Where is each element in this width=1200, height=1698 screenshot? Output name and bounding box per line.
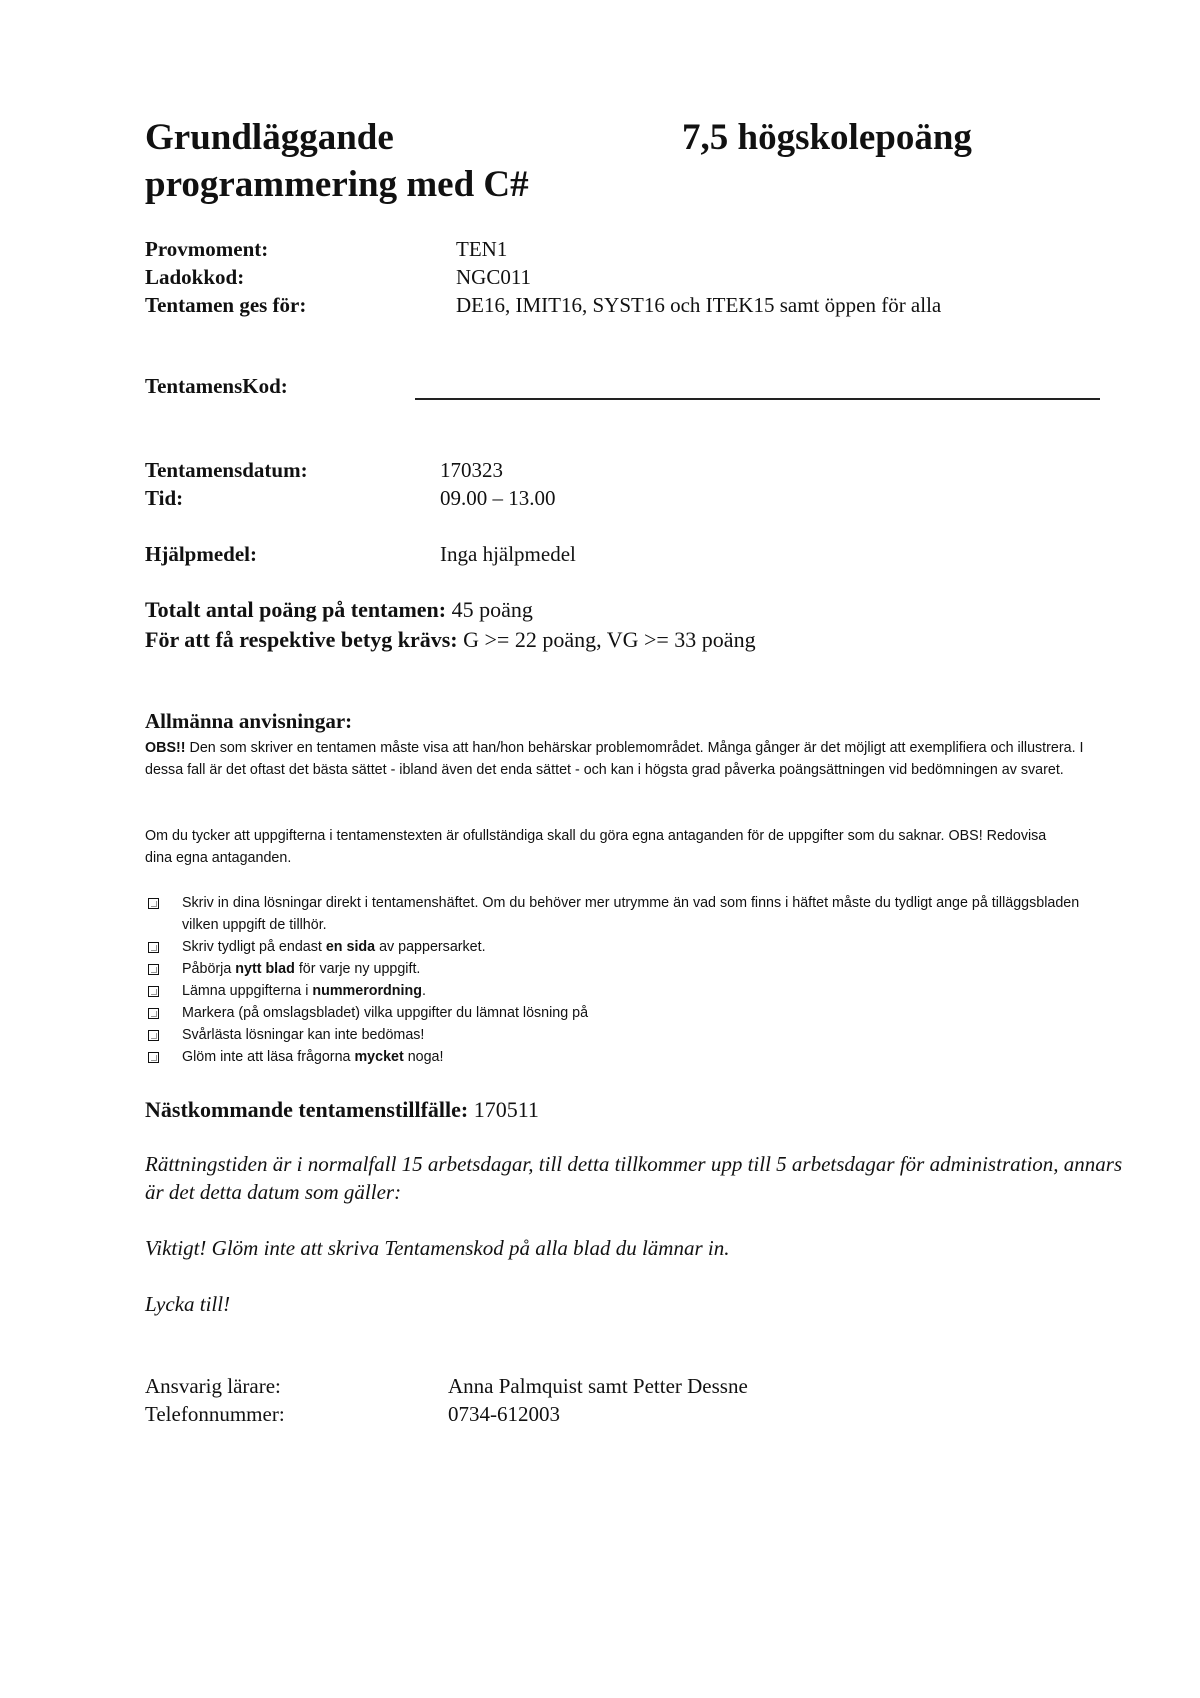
- checkbox-icon: [148, 898, 159, 909]
- teacher-label: Ansvarig lärare:: [145, 1374, 281, 1398]
- instructions-paragraph-2: Om du tycker att uppgifterna i tentamenstexten är ofullständiga skall du göra egna antaganden för de uppgifter som du saknar. OBS! Redovisa dina egna antaganden.: [145, 828, 1047, 866]
- ges-for-value: DE16, IMIT16, SYST16 och ITEK15 samt öppen för alla: [456, 293, 942, 317]
- instructions-heading: Allmänna anvisningar:: [145, 709, 353, 733]
- checkbox-icon: [148, 1030, 159, 1041]
- next-exam-value: 170511: [473, 1097, 539, 1122]
- next-exam-line: [145, 1097, 539, 1123]
- tentamenskod-label: TentamensKod:: [145, 374, 288, 398]
- checkbox-icon: [148, 964, 159, 975]
- grade-requirement-label: För att få respektive betyg krävs:: [145, 627, 458, 652]
- hjalpmedel-label: Hjälpmedel:: [145, 542, 257, 566]
- grade-requirement-line: [145, 627, 756, 653]
- ges-for-label: Tentamen ges för:: [145, 293, 307, 317]
- course-title-line2: programmering med C#: [145, 164, 529, 205]
- tid-label: Tid:: [145, 486, 184, 510]
- tid-value: 09.00 – 13.00: [440, 486, 556, 510]
- tentamenskod-field-line[interactable]: [415, 398, 1100, 400]
- checklist-item: Svårlästa lösningar kan inte bedömas!: [145, 1024, 1105, 1046]
- good-luck: Lycka till!: [145, 1292, 231, 1316]
- checklist-item: Påbörja nytt blad för varje ny uppgift.: [145, 958, 1105, 980]
- instructions-checklist: [145, 892, 1105, 1068]
- provmoment-label: Provmoment:: [145, 237, 269, 261]
- grading-time-line2: är det detta datum som gäller:: [145, 1180, 402, 1204]
- checklist-item: Skriv tydligt på endast en sida av pappersarket.: [145, 936, 1105, 958]
- ladokkod-label: Ladokkod:: [145, 265, 245, 289]
- total-points-label: Totalt antal poäng på tentamen:: [145, 597, 447, 622]
- checkbox-icon: [148, 1052, 159, 1063]
- total-points-value: 45 poäng: [451, 597, 533, 622]
- course-title-line1: Grundläggande: [145, 117, 394, 158]
- teacher-value: Anna Palmquist samt Petter Dessne: [448, 1374, 748, 1398]
- total-points-line: [145, 597, 533, 623]
- obs-bold: OBS!!: [145, 740, 186, 756]
- grading-time-line1: Rättningstiden är i normalfall 15 arbetsdagar, till detta tillkommer upp till 5 arbetsdagar för administration, annars: [145, 1152, 1123, 1176]
- datum-value: 170323: [440, 458, 503, 482]
- course-credits: 7,5 högskolepoäng: [682, 117, 972, 158]
- phone-value: 0734-612003: [448, 1402, 560, 1426]
- checkbox-icon: [148, 1008, 159, 1019]
- checklist-item: Markera (på omslagsbladet) vilka uppgifter du lämnat lösning på: [145, 1002, 1105, 1024]
- checkbox-icon: [148, 942, 159, 953]
- datum-label: Tentamensdatum:: [145, 458, 308, 482]
- phone-label: Telefonnummer:: [145, 1402, 285, 1426]
- ladokkod-value: NGC011: [456, 265, 532, 289]
- instructions-paragraph-1: [145, 737, 1100, 781]
- provmoment-value: TEN1: [456, 237, 508, 261]
- grade-requirement-value: G >= 22 poäng, VG >= 33 poäng: [463, 627, 756, 652]
- important-note: Viktigt! Glöm inte att skriva Tentamenskod på alla blad du lämnar in.: [145, 1236, 730, 1260]
- hjalpmedel-value: Inga hjälpmedel: [440, 542, 576, 566]
- checklist-item: Skriv in dina lösningar direkt i tentamenshäftet. Om du behöver mer utrymme än vad som finns i häftet måste du tydligt ange på tilläggsbladen vilken uppgift de tillhör.: [145, 892, 1105, 936]
- instructions-paragraph-1-text: Den som skriver en tentamen måste visa att han/hon behärskar problemområdet. Många gånger är det möjligt att exemplifiera och illustrera. I dessa fall är det oftast det bästa sättet - ibland även det enda sättet - och kan i högsta grad påverka poängsättningen vid bedömningen av svaret.: [145, 740, 1084, 778]
- next-exam-label: Nästkommande tentamenstillfälle:: [145, 1097, 469, 1122]
- checkbox-icon: [148, 986, 159, 997]
- checklist-item: Glöm inte att läsa frågorna mycket noga!: [145, 1046, 1105, 1068]
- checklist-item: Lämna uppgifterna i nummerordning.: [145, 980, 1105, 1002]
